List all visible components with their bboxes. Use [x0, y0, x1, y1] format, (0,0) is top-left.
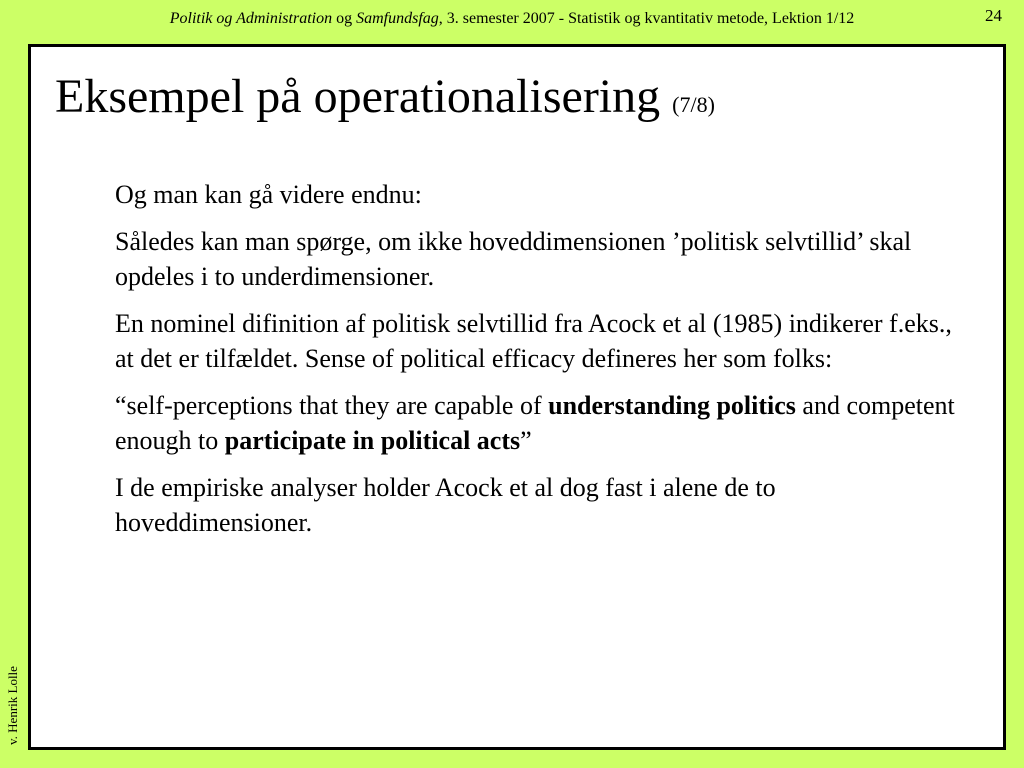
- author-label: v. Henrik Lolle: [5, 666, 20, 745]
- paragraph-5: I de empiriske analyser holder Acock et al dog fast i alene de to hoveddimensioner.: [115, 473, 776, 537]
- header-conj: og: [332, 10, 357, 27]
- paragraph-4-quote: [115, 388, 955, 458]
- slide-content: [115, 177, 955, 552]
- paragraph-1: Og man kan gå videre endnu:: [115, 180, 422, 209]
- header-course: Politik og Administration: [169, 10, 333, 27]
- slide-title-counter: (7/8): [672, 92, 715, 117]
- paragraph-3: En nominel difinition af politisk selvtillid fra Acock et al (1985) indikerer f.eks., at det er tilfældet. Sense of political efficacy defineres her som folks:: [115, 309, 952, 373]
- page-number: 24: [985, 6, 1002, 25]
- slide-title-main: Eksempel på operationalisering: [55, 70, 661, 123]
- slide-header: [0, 10, 1024, 28]
- quote-text-3: ”: [520, 426, 532, 455]
- header-details: , 3. semester 2007 - Statistik og kvantitativ metode, Lektion 1/12: [438, 10, 855, 27]
- header-subject: Samfundsfag: [356, 10, 439, 27]
- quote-bold-1: understanding politics: [548, 391, 796, 420]
- quote-text-2: and competent enough to: [115, 391, 955, 455]
- paragraph-2: Således kan man spørge, om ikke hoveddimensionen ’politisk selvtillid’ skal opdeles i to underdimensioner.: [115, 227, 912, 291]
- quote-text-1: “self-perceptions that they are capable of: [115, 391, 549, 420]
- quote-bold-2: participate in political acts: [224, 426, 521, 455]
- slide-panel: [28, 44, 1006, 750]
- slide-title: [55, 70, 715, 123]
